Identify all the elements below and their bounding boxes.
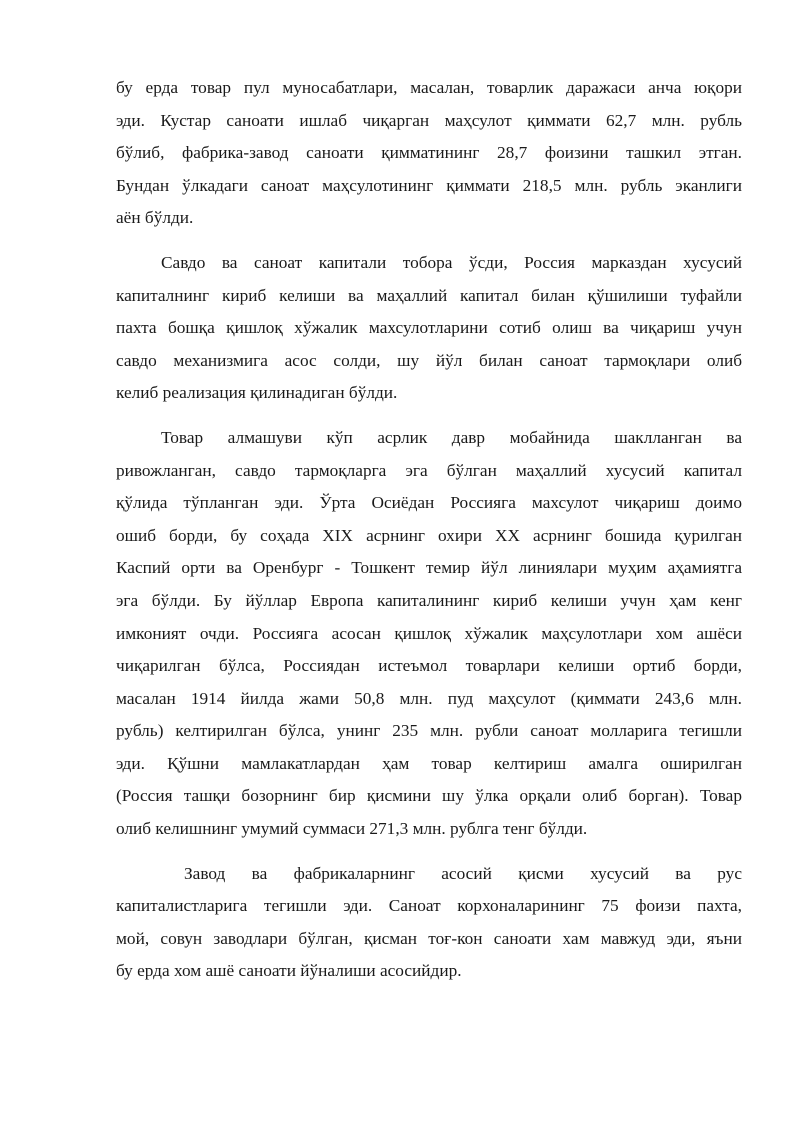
text-line: аён бўлди. <box>116 208 194 228</box>
paragraph-2 <box>116 247 742 410</box>
text-line: Товар алмашуви кўп асрлик давр мобайнида шаклланган ва <box>161 427 742 447</box>
text-line: (Россия ташқи бозорнинг бир қисмини шу ўлка орқали олиб борган). Товар <box>116 786 742 806</box>
paragraph-gap <box>116 410 742 422</box>
text-line: ривожланган, савдо тармоқларга эга бўлган маҳаллий хусусий капитал <box>116 460 742 480</box>
text-line: пахта бошқа қишлоқ хўжалик махсулотларини сотиб олиш ва чиқариш учун <box>116 318 742 338</box>
text-line: бўлиб, фабрика-завод саноати қимматининг 28,7 фоизини ташкил этган. <box>116 143 742 163</box>
text-line: масалан 1914 йилда жами 50,8 млн. пуд маҳсулот (қиммати 243,6 млн. <box>116 688 742 708</box>
paragraph-3 <box>116 422 742 846</box>
text-line: рубль) келтирилган бўлса, унинг 235 млн. рубли саноат молларига тегишли <box>116 721 742 741</box>
text-line: савдо механизмига асос солди, шу йўл билан саноат тармоқлари олиб <box>116 350 742 370</box>
text-line: капиталнинг кириб келиши ва маҳаллий капитал билан қўшилиши туфайли <box>116 285 742 305</box>
text-line: Савдо ва саноат капитали тобора ўсди, Россия марказдан хусусий <box>161 252 742 272</box>
text-line: келиб реализация қилинадиган бўлди. <box>116 383 398 403</box>
text-line: имконият очди. Россияга асосан қишлоқ хўжалик маҳсулотлари хом ашёси <box>116 623 742 643</box>
text-line: чиқарилган бўлса, Россиядан истеъмол товарлари келиши ортиб борди, <box>116 656 742 676</box>
text-line: Каспий орти ва Оренбург - Тошкент темир йўл линиялари муҳим аҳамиятга <box>116 558 742 578</box>
document-body <box>116 72 742 988</box>
paragraph-gap <box>116 235 742 247</box>
text-line: мой, совун заводлари бўлган, қисман тоғ-кон саноати хам мавжуд эди, яъни <box>116 928 742 948</box>
text-line: бу ерда хом ашё саноати йўналиши асосийдир. <box>116 961 462 981</box>
text-line: капиталистларига тегишли эди. Саноат корхоналарининг 75 фоизи пахта, <box>116 896 742 916</box>
paragraph-4 <box>116 858 742 988</box>
text-line: эди. Кустар саноати ишлаб чиқарган маҳсулот қиммати 62,7 млн. рубль <box>116 110 742 130</box>
text-line: Завод ва фабрикаларнинг асосий қисми хусусий ва рус <box>184 863 742 883</box>
text-line: бу ерда товар пул муносабатлари, масалан, товарлик даражаси анча юқори <box>116 78 742 97</box>
text-line: олиб келишнинг умумий суммаси 271,3 млн. рублга тенг бўлди. <box>116 819 588 839</box>
text-line: эди. Қўшни мамлакатлардан ҳам товар келтириш амалга оширилган <box>116 753 742 773</box>
paragraph-gap <box>116 846 742 858</box>
paragraph-1 <box>116 72 742 235</box>
text-line: Бундан ўлкадаги саноат маҳсулотининг қиммати 218,5 млн. рубль эканлиги <box>116 175 742 195</box>
text-line: эга бўлди. Бу йўллар Европа капиталининг кириб келиши учун ҳам кенг <box>116 590 742 610</box>
text-line: ошиб борди, бу соҳада XIX асрнинг охири XX асрнинг бошида қурилган <box>116 525 742 545</box>
text-line: қўлида тўпланган эди. Ўрта Осиёдан Россияга махсулот чиқариш доимо <box>116 493 742 513</box>
